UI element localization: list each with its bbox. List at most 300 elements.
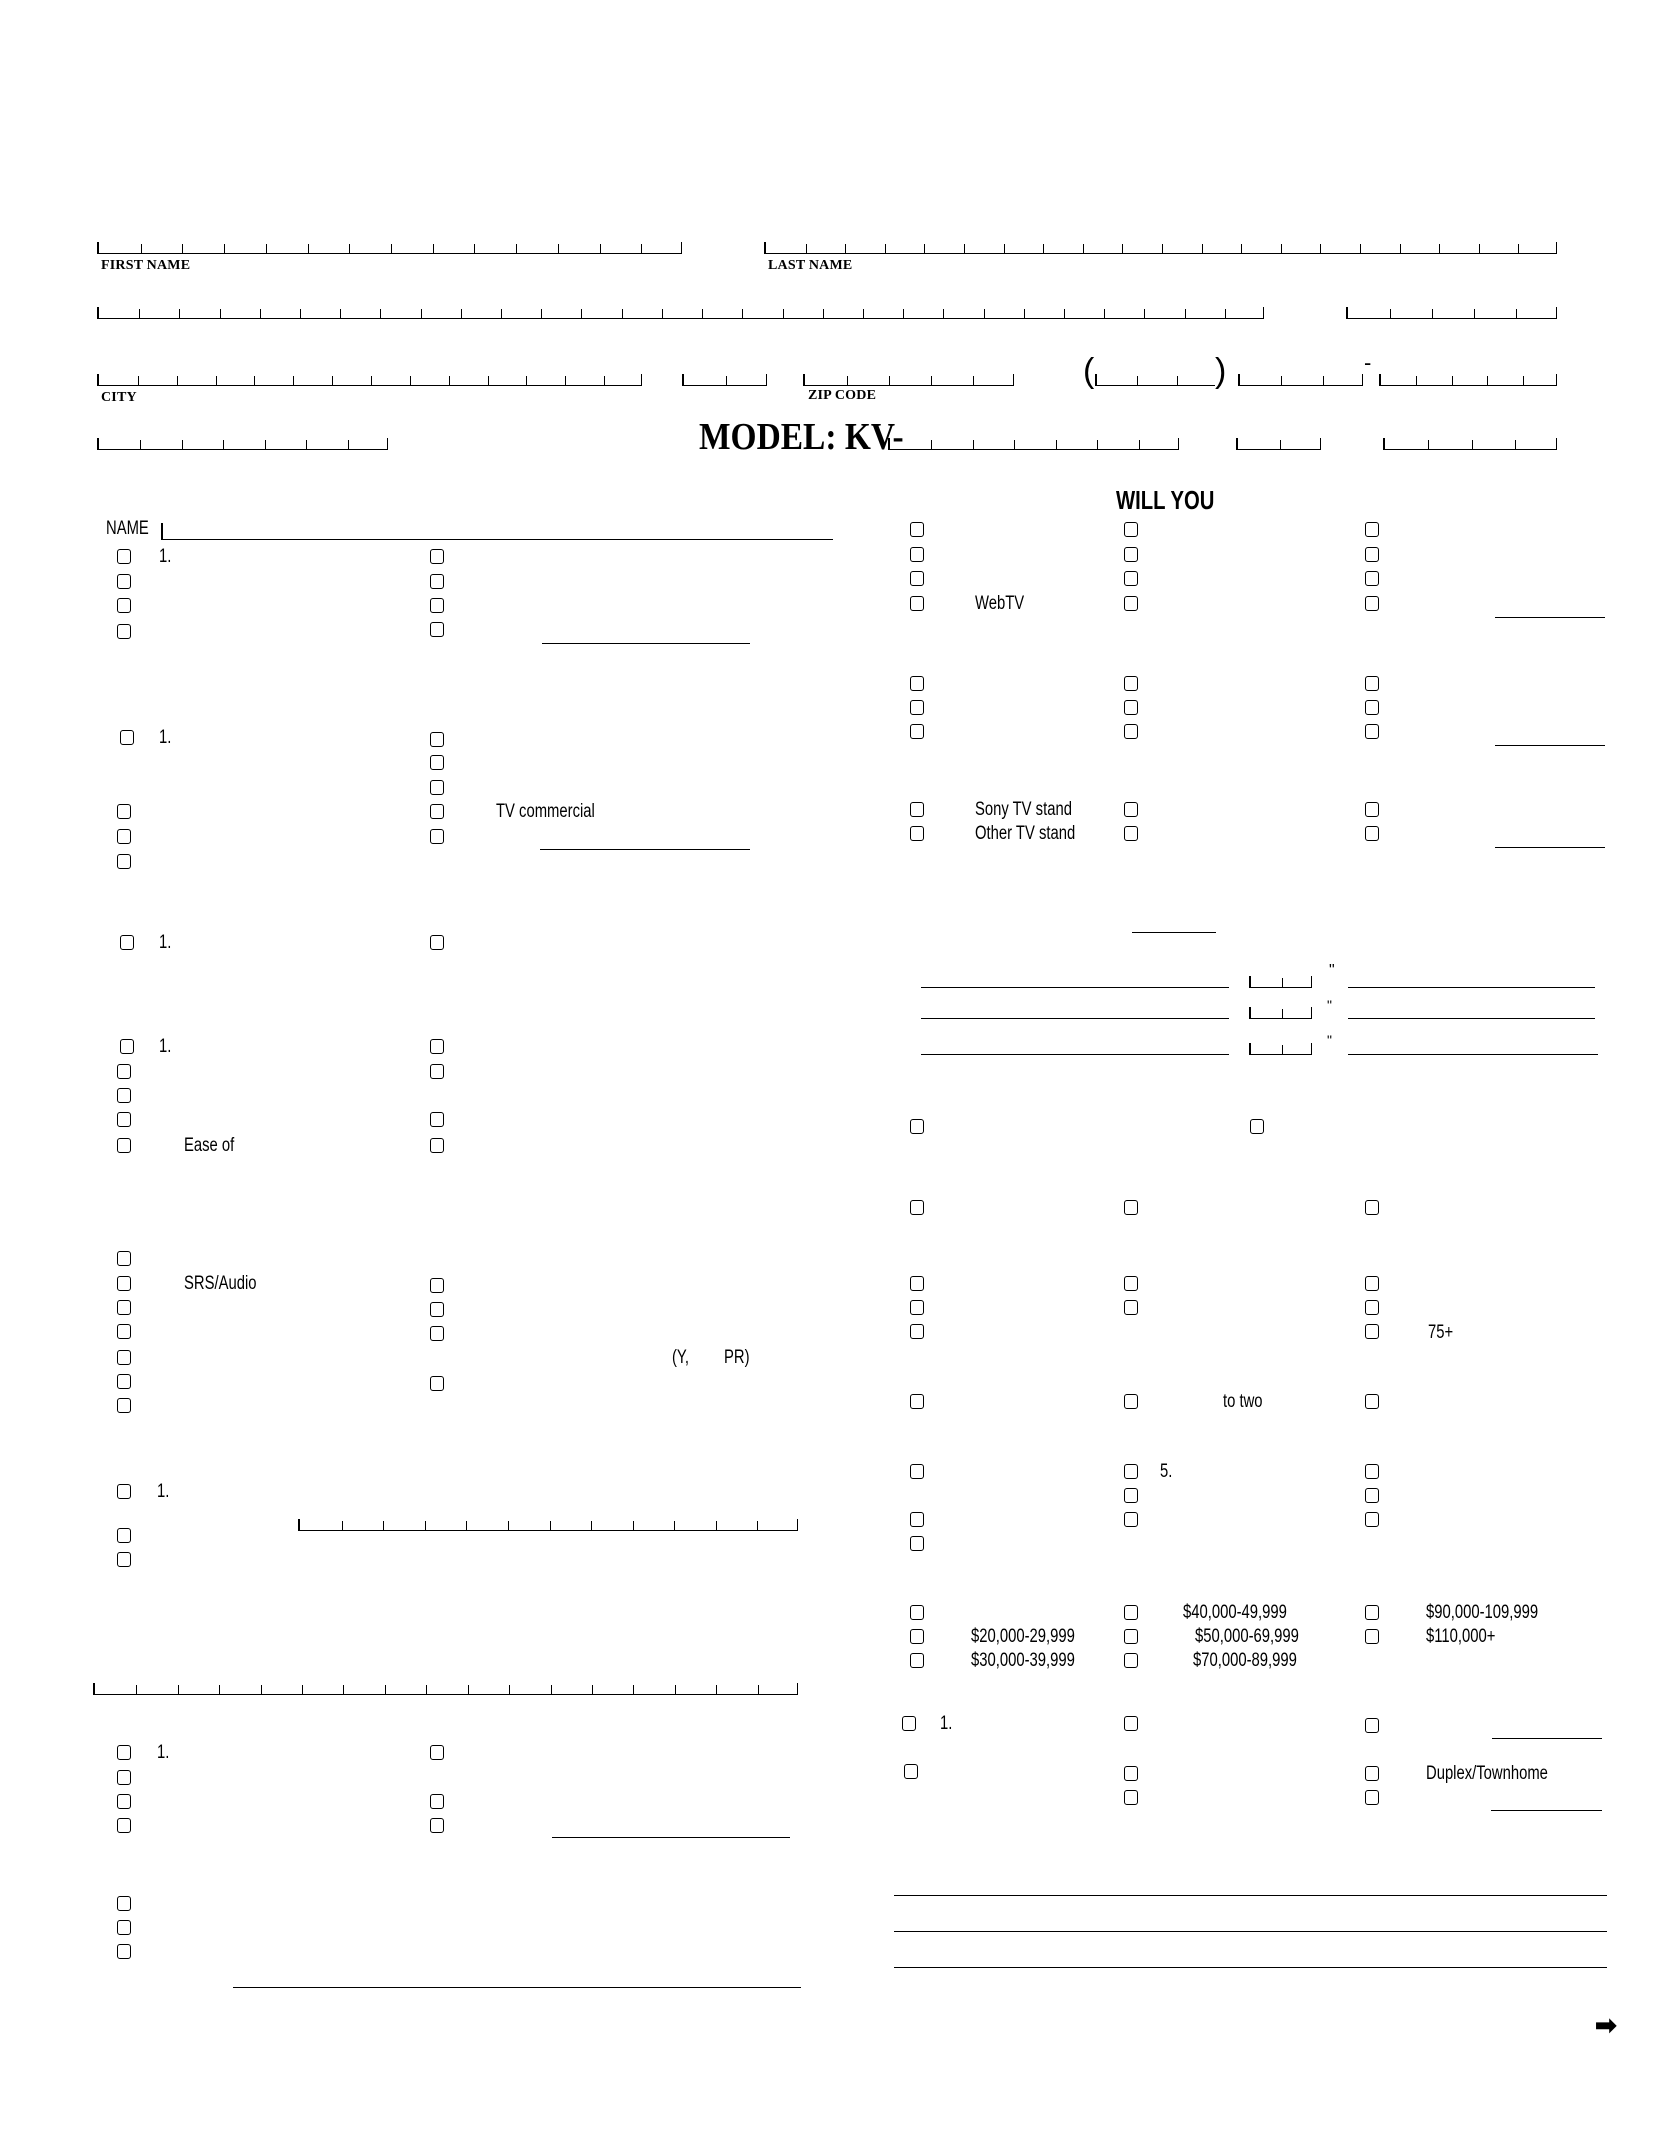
comb-tick bbox=[178, 1685, 179, 1694]
q5-checkbox-8[interactable] bbox=[430, 1278, 444, 1293]
q1-checkbox-3[interactable] bbox=[117, 598, 131, 613]
comb-tick bbox=[973, 440, 974, 449]
state-field[interactable] bbox=[682, 372, 767, 386]
serial-field[interactable] bbox=[1383, 436, 1557, 450]
sony-tv-stand-label: Sony TV stand bbox=[975, 799, 1072, 820]
comb-tick bbox=[1282, 1045, 1283, 1054]
comb-tick bbox=[903, 309, 904, 318]
city-label: CITY bbox=[101, 390, 137, 405]
rl-other-line[interactable] bbox=[1491, 1810, 1602, 1811]
rc-c3-r1[interactable] bbox=[1365, 802, 1379, 817]
comb-tick bbox=[622, 309, 623, 318]
comb-tick bbox=[461, 309, 462, 318]
comb-tick bbox=[261, 1685, 262, 1694]
q5-checkbox-6[interactable] bbox=[117, 1374, 131, 1389]
right-column bbox=[830, 470, 1659, 2090]
rh-c1[interactable] bbox=[910, 1394, 924, 1409]
ra-c2-r3[interactable] bbox=[1124, 571, 1138, 586]
q2-checkbox-8[interactable] bbox=[430, 804, 444, 819]
comb-tick bbox=[1139, 440, 1140, 449]
q4-checkbox-3[interactable] bbox=[117, 1088, 131, 1103]
comb-tick bbox=[604, 376, 605, 385]
rc-c2-r1[interactable] bbox=[1124, 802, 1138, 817]
comb-tick bbox=[348, 440, 349, 449]
comb-tick bbox=[823, 309, 824, 318]
comb-tick bbox=[141, 244, 142, 253]
comb-tick bbox=[674, 1521, 675, 1530]
model-number-field[interactable] bbox=[888, 436, 1179, 450]
ra-c3-r3[interactable] bbox=[1365, 571, 1379, 586]
comb-tick bbox=[1518, 244, 1519, 253]
comb-tick bbox=[1479, 244, 1480, 253]
q6-checkbox-2[interactable] bbox=[117, 1528, 131, 1543]
ri-c2-r1[interactable] bbox=[1124, 1464, 1138, 1479]
q2-checkbox-9[interactable] bbox=[430, 829, 444, 844]
comb-tick bbox=[592, 1685, 593, 1694]
q2-checkbox-1[interactable] bbox=[120, 730, 134, 745]
rd-row2-type-line[interactable] bbox=[1348, 1018, 1595, 1019]
comb-tick bbox=[1122, 244, 1123, 253]
comb-tick bbox=[1282, 978, 1283, 987]
next-page-arrow-icon: ➡ bbox=[1595, 2010, 1617, 2040]
rb-c3-r3[interactable] bbox=[1365, 724, 1379, 739]
ri-c3-r2[interactable] bbox=[1365, 1488, 1379, 1503]
comb-tick bbox=[633, 1521, 634, 1530]
income-110k-label: $110,000+ bbox=[1426, 1626, 1496, 1647]
five-label: 5. bbox=[1160, 1461, 1173, 1482]
comb-tick bbox=[265, 440, 266, 449]
q4-checkbox-7[interactable] bbox=[430, 1064, 444, 1079]
comb-tick bbox=[1177, 376, 1178, 385]
q4-checkbox-5[interactable] bbox=[117, 1138, 131, 1153]
webtv-label: WebTV bbox=[975, 593, 1025, 614]
comment-line-2[interactable] bbox=[894, 1931, 1607, 1932]
q8-checkbox-1[interactable] bbox=[117, 1896, 131, 1911]
comb-tick bbox=[1452, 376, 1453, 385]
ri-c2-r3[interactable] bbox=[1124, 1512, 1138, 1527]
comb-tick bbox=[1390, 309, 1391, 318]
ra-c1-r2[interactable] bbox=[910, 547, 924, 562]
income-40k-label: $40,000-49,999 bbox=[1183, 1602, 1287, 1623]
q7-checkbox-2[interactable] bbox=[117, 1770, 131, 1785]
comb-tick bbox=[1472, 440, 1473, 449]
q4-checkbox-6[interactable] bbox=[430, 1039, 444, 1054]
q2-checkbox-5[interactable] bbox=[430, 732, 444, 747]
q1-checkbox-6[interactable] bbox=[430, 574, 444, 589]
phone-open-paren: ( bbox=[1083, 352, 1095, 390]
ra-c2-r4[interactable] bbox=[1124, 596, 1138, 611]
q4-checkbox-9[interactable] bbox=[430, 1138, 444, 1153]
last-name-field[interactable] bbox=[764, 240, 1557, 254]
q2-tv-commercial-label: TV commercial bbox=[496, 801, 595, 822]
rk-other-line[interactable] bbox=[1492, 1738, 1602, 1739]
phone-dash: - bbox=[1364, 350, 1372, 375]
q7-checkbox-6[interactable] bbox=[430, 1794, 444, 1809]
q1-other-line[interactable] bbox=[542, 643, 750, 644]
age-75-plus-label: 75+ bbox=[1428, 1322, 1454, 1343]
q1-checkbox-4[interactable] bbox=[117, 624, 131, 639]
comb-tick bbox=[266, 244, 267, 253]
comment-line-1[interactable] bbox=[894, 1895, 1607, 1896]
income-c2-r2[interactable] bbox=[1124, 1629, 1138, 1644]
q4-checkbox-4[interactable] bbox=[117, 1112, 131, 1127]
rb-c1-r1[interactable] bbox=[910, 676, 924, 691]
rf-c1[interactable] bbox=[910, 1200, 924, 1215]
purchase-date-field[interactable] bbox=[97, 436, 388, 450]
rc-c2-r2[interactable] bbox=[1124, 826, 1138, 841]
comb-tick bbox=[1144, 309, 1145, 318]
rd-row3-brand-line[interactable] bbox=[921, 1054, 1229, 1055]
comb-tick bbox=[306, 440, 307, 449]
comb-tick bbox=[973, 376, 974, 385]
comb-tick bbox=[924, 244, 925, 253]
comb-tick bbox=[380, 309, 381, 318]
comb-tick bbox=[302, 1685, 303, 1694]
q1-number: 1. bbox=[159, 546, 172, 567]
income-c2-r1[interactable] bbox=[1124, 1605, 1138, 1620]
comb-tick bbox=[783, 309, 784, 318]
comb-tick bbox=[1323, 376, 1324, 385]
income-c1-r2[interactable] bbox=[910, 1629, 924, 1644]
comb-tick bbox=[223, 440, 224, 449]
comb-tick bbox=[516, 244, 517, 253]
ri-c2-r2[interactable] bbox=[1124, 1488, 1138, 1503]
comb-tick bbox=[308, 244, 309, 253]
q5-checkbox-11[interactable] bbox=[430, 1376, 444, 1391]
will-you-heading: WILL YOU bbox=[1116, 485, 1215, 515]
q6-checkbox-3[interactable] bbox=[117, 1552, 131, 1567]
comb-tick bbox=[591, 1521, 592, 1530]
ri-c3-r1[interactable] bbox=[1365, 1464, 1379, 1479]
re-no-checkbox[interactable] bbox=[1250, 1119, 1264, 1134]
rd-row2-brand-line[interactable] bbox=[921, 1018, 1229, 1019]
rk-c2[interactable] bbox=[1124, 1716, 1138, 1731]
ra-c3-r2[interactable] bbox=[1365, 547, 1379, 562]
apartment-field[interactable] bbox=[1346, 305, 1557, 319]
comb-tick bbox=[1064, 309, 1065, 318]
comb-tick bbox=[931, 376, 932, 385]
q4-number: 1. bbox=[159, 1036, 172, 1057]
rl-c2-r1[interactable] bbox=[1124, 1766, 1138, 1781]
ra-c2-r1[interactable] bbox=[1124, 522, 1138, 537]
q7-checkbox-3[interactable] bbox=[117, 1794, 131, 1809]
rd-row3-type-line[interactable] bbox=[1348, 1054, 1598, 1055]
income-c3-r1[interactable] bbox=[1365, 1605, 1379, 1620]
rd-row1-type-line[interactable] bbox=[1348, 987, 1595, 988]
comb-tick bbox=[488, 376, 489, 385]
rl-c2-r2[interactable] bbox=[1124, 1790, 1138, 1805]
comb-tick bbox=[254, 376, 255, 385]
rd-row1-inch-mark: " bbox=[1329, 962, 1335, 979]
q2-checkbox-4[interactable] bbox=[117, 854, 131, 869]
q7-checkbox-5[interactable] bbox=[430, 1745, 444, 1760]
q5-checkbox-7[interactable] bbox=[117, 1398, 131, 1413]
income-c1-r3[interactable] bbox=[910, 1653, 924, 1668]
ra-c1-r4[interactable] bbox=[910, 596, 924, 611]
q5-checkbox-5[interactable] bbox=[117, 1350, 131, 1365]
q8-checkbox-3[interactable] bbox=[117, 1944, 131, 1959]
comb-tick bbox=[716, 1685, 717, 1694]
rc-c1-r2[interactable] bbox=[910, 826, 924, 841]
comment-line-3[interactable] bbox=[894, 1967, 1607, 1968]
comb-tick bbox=[1515, 440, 1516, 449]
ri-c1-r1[interactable] bbox=[910, 1464, 924, 1479]
comb-tick bbox=[1043, 244, 1044, 253]
rk-c1[interactable] bbox=[902, 1716, 916, 1731]
q4-checkbox-1[interactable] bbox=[120, 1039, 134, 1054]
address-field[interactable] bbox=[97, 305, 1264, 319]
comb-tick bbox=[466, 1521, 467, 1530]
q2-checkbox-2[interactable] bbox=[117, 804, 131, 819]
q2-checkbox-3[interactable] bbox=[117, 829, 131, 844]
comb-tick bbox=[1439, 244, 1440, 253]
q4-checkbox-2[interactable] bbox=[117, 1064, 131, 1079]
q3-checkbox-1[interactable] bbox=[120, 935, 134, 950]
rb-c2-r3[interactable] bbox=[1124, 724, 1138, 739]
rb-other-line[interactable] bbox=[1495, 745, 1605, 746]
comb-tick bbox=[1281, 244, 1282, 253]
comb-tick bbox=[1474, 309, 1475, 318]
ra-c3-r4[interactable] bbox=[1365, 596, 1379, 611]
comb-tick bbox=[224, 244, 225, 253]
comb-tick bbox=[726, 376, 727, 385]
q5-checkbox-3[interactable] bbox=[117, 1300, 131, 1315]
comb-tick bbox=[342, 1521, 343, 1530]
comb-tick bbox=[177, 376, 178, 385]
comb-tick bbox=[1202, 244, 1203, 253]
comb-tick bbox=[1004, 244, 1005, 253]
income-c3-r2[interactable] bbox=[1365, 1629, 1379, 1644]
comb-tick bbox=[1014, 440, 1015, 449]
comb-tick bbox=[140, 440, 141, 449]
comb-tick bbox=[216, 376, 217, 385]
q4-checkbox-8[interactable] bbox=[430, 1112, 444, 1127]
rb-c2-r1[interactable] bbox=[1124, 676, 1138, 691]
q6-checkbox-1[interactable] bbox=[117, 1484, 131, 1499]
comb-tick bbox=[1024, 309, 1025, 318]
ra-c1-r3[interactable] bbox=[910, 571, 924, 586]
comb-tick bbox=[383, 1521, 384, 1530]
ra-c2-r2[interactable] bbox=[1124, 547, 1138, 562]
q6-code-field[interactable] bbox=[298, 1517, 798, 1531]
comb-tick bbox=[1185, 309, 1186, 318]
comb-tick bbox=[1282, 1009, 1283, 1018]
comb-tick bbox=[468, 1685, 469, 1694]
comb-tick bbox=[1428, 440, 1429, 449]
zip-code-field[interactable] bbox=[803, 372, 1014, 386]
name-input-line[interactable] bbox=[161, 539, 833, 540]
rd-row2-size-field[interactable] bbox=[1249, 1005, 1312, 1019]
q6-number: 1. bbox=[157, 1481, 170, 1502]
comb-tick bbox=[474, 244, 475, 253]
q5-checkbox-4[interactable] bbox=[117, 1324, 131, 1339]
comb-tick bbox=[1360, 244, 1361, 253]
q5-checkbox-2[interactable] bbox=[117, 1276, 131, 1291]
comb-tick bbox=[758, 1685, 759, 1694]
q1-checkbox-8[interactable] bbox=[430, 622, 444, 637]
comb-tick bbox=[1083, 244, 1084, 253]
ri-c3-r3[interactable] bbox=[1365, 1512, 1379, 1527]
phone-area-code-field[interactable] bbox=[1095, 372, 1215, 386]
q2-checkbox-7[interactable] bbox=[430, 780, 444, 795]
q1-checkbox-7[interactable] bbox=[430, 598, 444, 613]
rg-c1-r1[interactable] bbox=[910, 1276, 924, 1291]
comb-tick bbox=[136, 1685, 137, 1694]
comb-tick bbox=[742, 309, 743, 318]
comb-tick bbox=[633, 1685, 634, 1694]
income-30k-label: $30,000-39,999 bbox=[971, 1650, 1075, 1671]
long-code-field[interactable] bbox=[93, 1681, 798, 1695]
rl-c3-r2[interactable] bbox=[1365, 1790, 1379, 1805]
rf-c2[interactable] bbox=[1124, 1200, 1138, 1215]
rb-c1-r3[interactable] bbox=[910, 724, 924, 739]
comb-tick bbox=[1523, 376, 1524, 385]
first-name-field[interactable] bbox=[97, 240, 682, 254]
income-20k-label: $20,000-29,999 bbox=[971, 1626, 1075, 1647]
income-70k-label: $70,000-89,999 bbox=[1193, 1650, 1297, 1671]
rg-c3-r3[interactable] bbox=[1365, 1324, 1379, 1339]
rc-other-line[interactable] bbox=[1495, 847, 1605, 848]
q7-checkbox-7[interactable] bbox=[430, 1818, 444, 1833]
model-label: MODEL: KV- bbox=[699, 416, 904, 458]
comb-tick bbox=[385, 1685, 386, 1694]
comb-tick bbox=[426, 1685, 427, 1694]
comb-tick bbox=[501, 309, 502, 318]
rc-c3-r2[interactable] bbox=[1365, 826, 1379, 841]
rg-c2-r1[interactable] bbox=[1124, 1276, 1138, 1291]
income-50k-label: $50,000-69,999 bbox=[1195, 1626, 1299, 1647]
phone-prefix-field[interactable] bbox=[1238, 372, 1363, 386]
q5-checkbox-1[interactable] bbox=[117, 1251, 131, 1266]
rd-short-line bbox=[1132, 932, 1216, 933]
comb-tick bbox=[984, 309, 985, 318]
rh-c2[interactable] bbox=[1124, 1394, 1138, 1409]
ra-c1-r1[interactable] bbox=[910, 522, 924, 537]
comb-tick bbox=[508, 1521, 509, 1530]
q5-srs-audio-label: SRS/Audio bbox=[184, 1273, 257, 1294]
comb-tick bbox=[757, 1521, 758, 1530]
phone-close-paren: ) bbox=[1215, 352, 1227, 390]
comb-tick bbox=[433, 244, 434, 253]
rd-row1-size-field[interactable] bbox=[1249, 974, 1312, 988]
comb-tick bbox=[300, 309, 301, 318]
q3-checkbox-2[interactable] bbox=[430, 935, 444, 950]
rb-c1-r2[interactable] bbox=[910, 700, 924, 715]
city-field[interactable] bbox=[97, 372, 642, 386]
comb-tick bbox=[1281, 376, 1282, 385]
q1-checkbox-2[interactable] bbox=[117, 574, 131, 589]
comb-tick bbox=[391, 244, 392, 253]
rk-c3[interactable] bbox=[1365, 1718, 1379, 1733]
comb-tick bbox=[410, 376, 411, 385]
rl-c3-r1[interactable] bbox=[1365, 1766, 1379, 1781]
q5-pr-label: PR) bbox=[724, 1347, 750, 1368]
rg-c3-r1[interactable] bbox=[1365, 1276, 1379, 1291]
rg-c2-r2[interactable] bbox=[1124, 1300, 1138, 1315]
ra-other-line[interactable] bbox=[1495, 617, 1605, 618]
q3-number: 1. bbox=[159, 932, 172, 953]
rd-row3-size-field[interactable] bbox=[1249, 1041, 1312, 1055]
rb-c3-r1[interactable] bbox=[1365, 676, 1379, 691]
comb-tick bbox=[219, 1685, 220, 1694]
comb-tick bbox=[1487, 376, 1488, 385]
comb-tick bbox=[138, 376, 139, 385]
q7-checkbox-1[interactable] bbox=[117, 1745, 131, 1760]
comb-tick bbox=[182, 244, 183, 253]
header-section bbox=[0, 0, 1659, 470]
q2-checkbox-6[interactable] bbox=[430, 755, 444, 770]
comb-tick bbox=[845, 244, 846, 253]
income-c1-r1[interactable] bbox=[910, 1605, 924, 1620]
q7-other-line[interactable] bbox=[552, 1837, 790, 1838]
comb-tick bbox=[551, 1685, 552, 1694]
comb-tick bbox=[526, 376, 527, 385]
comb-tick bbox=[662, 309, 663, 318]
comb-tick bbox=[541, 309, 542, 318]
comb-tick bbox=[343, 1685, 344, 1694]
comb-tick bbox=[1056, 440, 1057, 449]
q8-other-line[interactable] bbox=[233, 1987, 801, 1988]
rc-c1-r1[interactable] bbox=[910, 802, 924, 817]
rk-number: 1. bbox=[940, 1713, 953, 1734]
comb-tick bbox=[1241, 244, 1242, 253]
model-suffix-field[interactable] bbox=[1236, 436, 1321, 450]
comb-tick bbox=[641, 244, 642, 253]
rf-c3[interactable] bbox=[1365, 1200, 1379, 1215]
comb-tick bbox=[425, 1521, 426, 1530]
ri-c1-r2[interactable] bbox=[910, 1512, 924, 1527]
ri-c1-r3[interactable] bbox=[910, 1536, 924, 1551]
comb-tick bbox=[449, 376, 450, 385]
rh-c3[interactable] bbox=[1365, 1394, 1379, 1409]
rd-row1-brand-line[interactable] bbox=[921, 987, 1229, 988]
re-yes-checkbox[interactable] bbox=[910, 1119, 924, 1134]
q5-y-label: (Y, bbox=[672, 1347, 690, 1368]
phone-line-field[interactable] bbox=[1379, 372, 1557, 386]
name-line-tick bbox=[161, 523, 163, 539]
comb-tick bbox=[1400, 244, 1401, 253]
comb-tick bbox=[1225, 309, 1226, 318]
q2-number: 1. bbox=[159, 727, 172, 748]
income-c2-r3[interactable] bbox=[1124, 1653, 1138, 1668]
rg-c1-r2[interactable] bbox=[910, 1300, 924, 1315]
comb-tick bbox=[1162, 244, 1163, 253]
comb-tick bbox=[1432, 309, 1433, 318]
rl-c1[interactable] bbox=[904, 1764, 918, 1779]
comb-tick bbox=[179, 309, 180, 318]
rg-c3-r2[interactable] bbox=[1365, 1300, 1379, 1315]
q5-checkbox-10[interactable] bbox=[430, 1326, 444, 1341]
q8-checkbox-2[interactable] bbox=[117, 1920, 131, 1935]
ra-c3-r1[interactable] bbox=[1365, 522, 1379, 537]
comb-tick bbox=[550, 1521, 551, 1530]
q1-checkbox-1[interactable] bbox=[117, 549, 131, 564]
q1-checkbox-5[interactable] bbox=[430, 549, 444, 564]
q7-checkbox-4[interactable] bbox=[117, 1818, 131, 1833]
q5-checkbox-9[interactable] bbox=[430, 1302, 444, 1317]
rb-c3-r2[interactable] bbox=[1365, 700, 1379, 715]
comb-tick bbox=[600, 244, 601, 253]
comb-tick bbox=[806, 244, 807, 253]
comb-tick bbox=[1516, 309, 1517, 318]
rg-c1-r3[interactable] bbox=[910, 1324, 924, 1339]
comb-tick bbox=[885, 244, 886, 253]
comb-tick bbox=[139, 309, 140, 318]
q2-other-line[interactable] bbox=[540, 849, 750, 850]
rb-c2-r2[interactable] bbox=[1124, 700, 1138, 715]
comb-tick bbox=[220, 309, 221, 318]
other-tv-stand-label: Other TV stand bbox=[975, 823, 1076, 844]
